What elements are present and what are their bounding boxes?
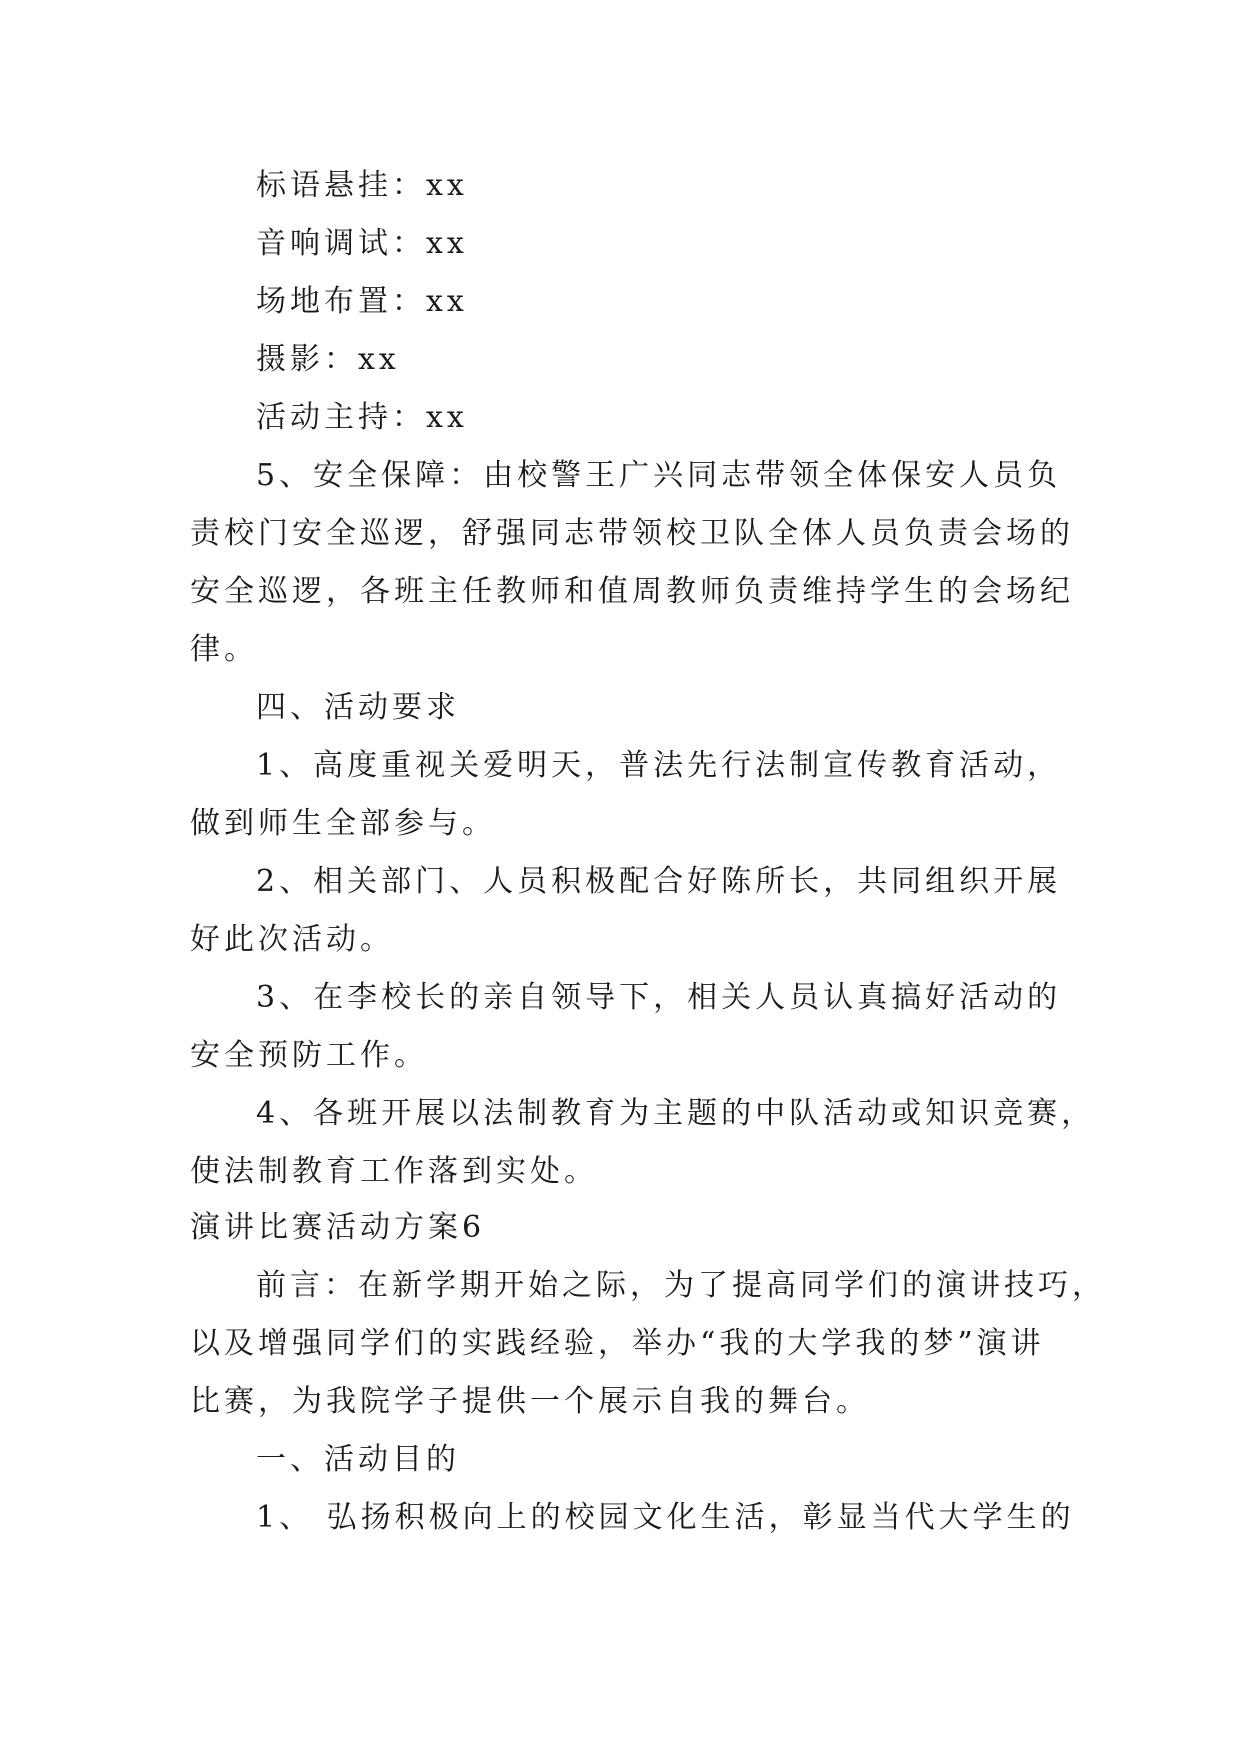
document-title-speech-contest: 演讲比赛活动方案6 [190, 1210, 486, 1245]
requirement-3-line-2: 安全预防工作。 [190, 1038, 428, 1073]
text-line-venue-setup: 场地布置：xx [256, 284, 468, 319]
text-line-photography: 摄影：xx [256, 342, 400, 377]
paragraph-safety-line-3: 安全巡逻，各班主任教师和值周教师负责维持学生的会场纪 [190, 574, 1074, 609]
text-line-sound-check: 音响调试：xx [256, 226, 468, 261]
requirement-1-line-2: 做到师生全部参与。 [190, 806, 496, 841]
requirement-1-line-1: 1、高度重视关爱明天，普法先行法制宣传教育活动， [256, 748, 1062, 783]
requirement-4-line-1: 4、各班开展以法制教育为主题的中队活动或知识竞赛， [256, 1096, 1096, 1131]
section-heading-requirements: 四、活动要求 [256, 690, 460, 725]
preface-line-2: 以及增强同学们的实践经验，举办“我的大学我的梦”演讲 [190, 1326, 1045, 1361]
paragraph-safety-line-4: 律。 [190, 632, 258, 667]
requirement-4-line-2: 使法制教育工作落到实处。 [190, 1154, 598, 1189]
section-heading-purpose: 一、活动目的 [256, 1442, 460, 1477]
purpose-1-line-1: 1、 弘扬积极向上的校园文化生活，彰显当代大学生的 [256, 1500, 1075, 1535]
requirement-2-line-2: 好此次活动。 [190, 922, 394, 957]
paragraph-safety-line-1: 5、安全保障：由校警王广兴同志带领全体保安人员负 [256, 458, 1062, 493]
text-line-banner-hanging: 标语悬挂：xx [256, 168, 468, 203]
preface-line-3: 比赛，为我院学子提供一个展示自我的舞台。 [190, 1384, 870, 1419]
preface-line-1: 前言：在新学期开始之际，为了提高同学们的演讲技巧， [256, 1268, 1106, 1303]
requirement-2-line-1: 2、相关部门、人员积极配合好陈所长，共同组织开展 [256, 864, 1062, 899]
paragraph-safety-line-2: 责校门安全巡逻，舒强同志带领校卫队全体人员负责会场的 [190, 516, 1074, 551]
requirement-3-line-1: 3、在李校长的亲自领导下，相关人员认真搞好活动的 [256, 980, 1062, 1015]
text-line-host: 活动主持：xx [256, 400, 468, 435]
